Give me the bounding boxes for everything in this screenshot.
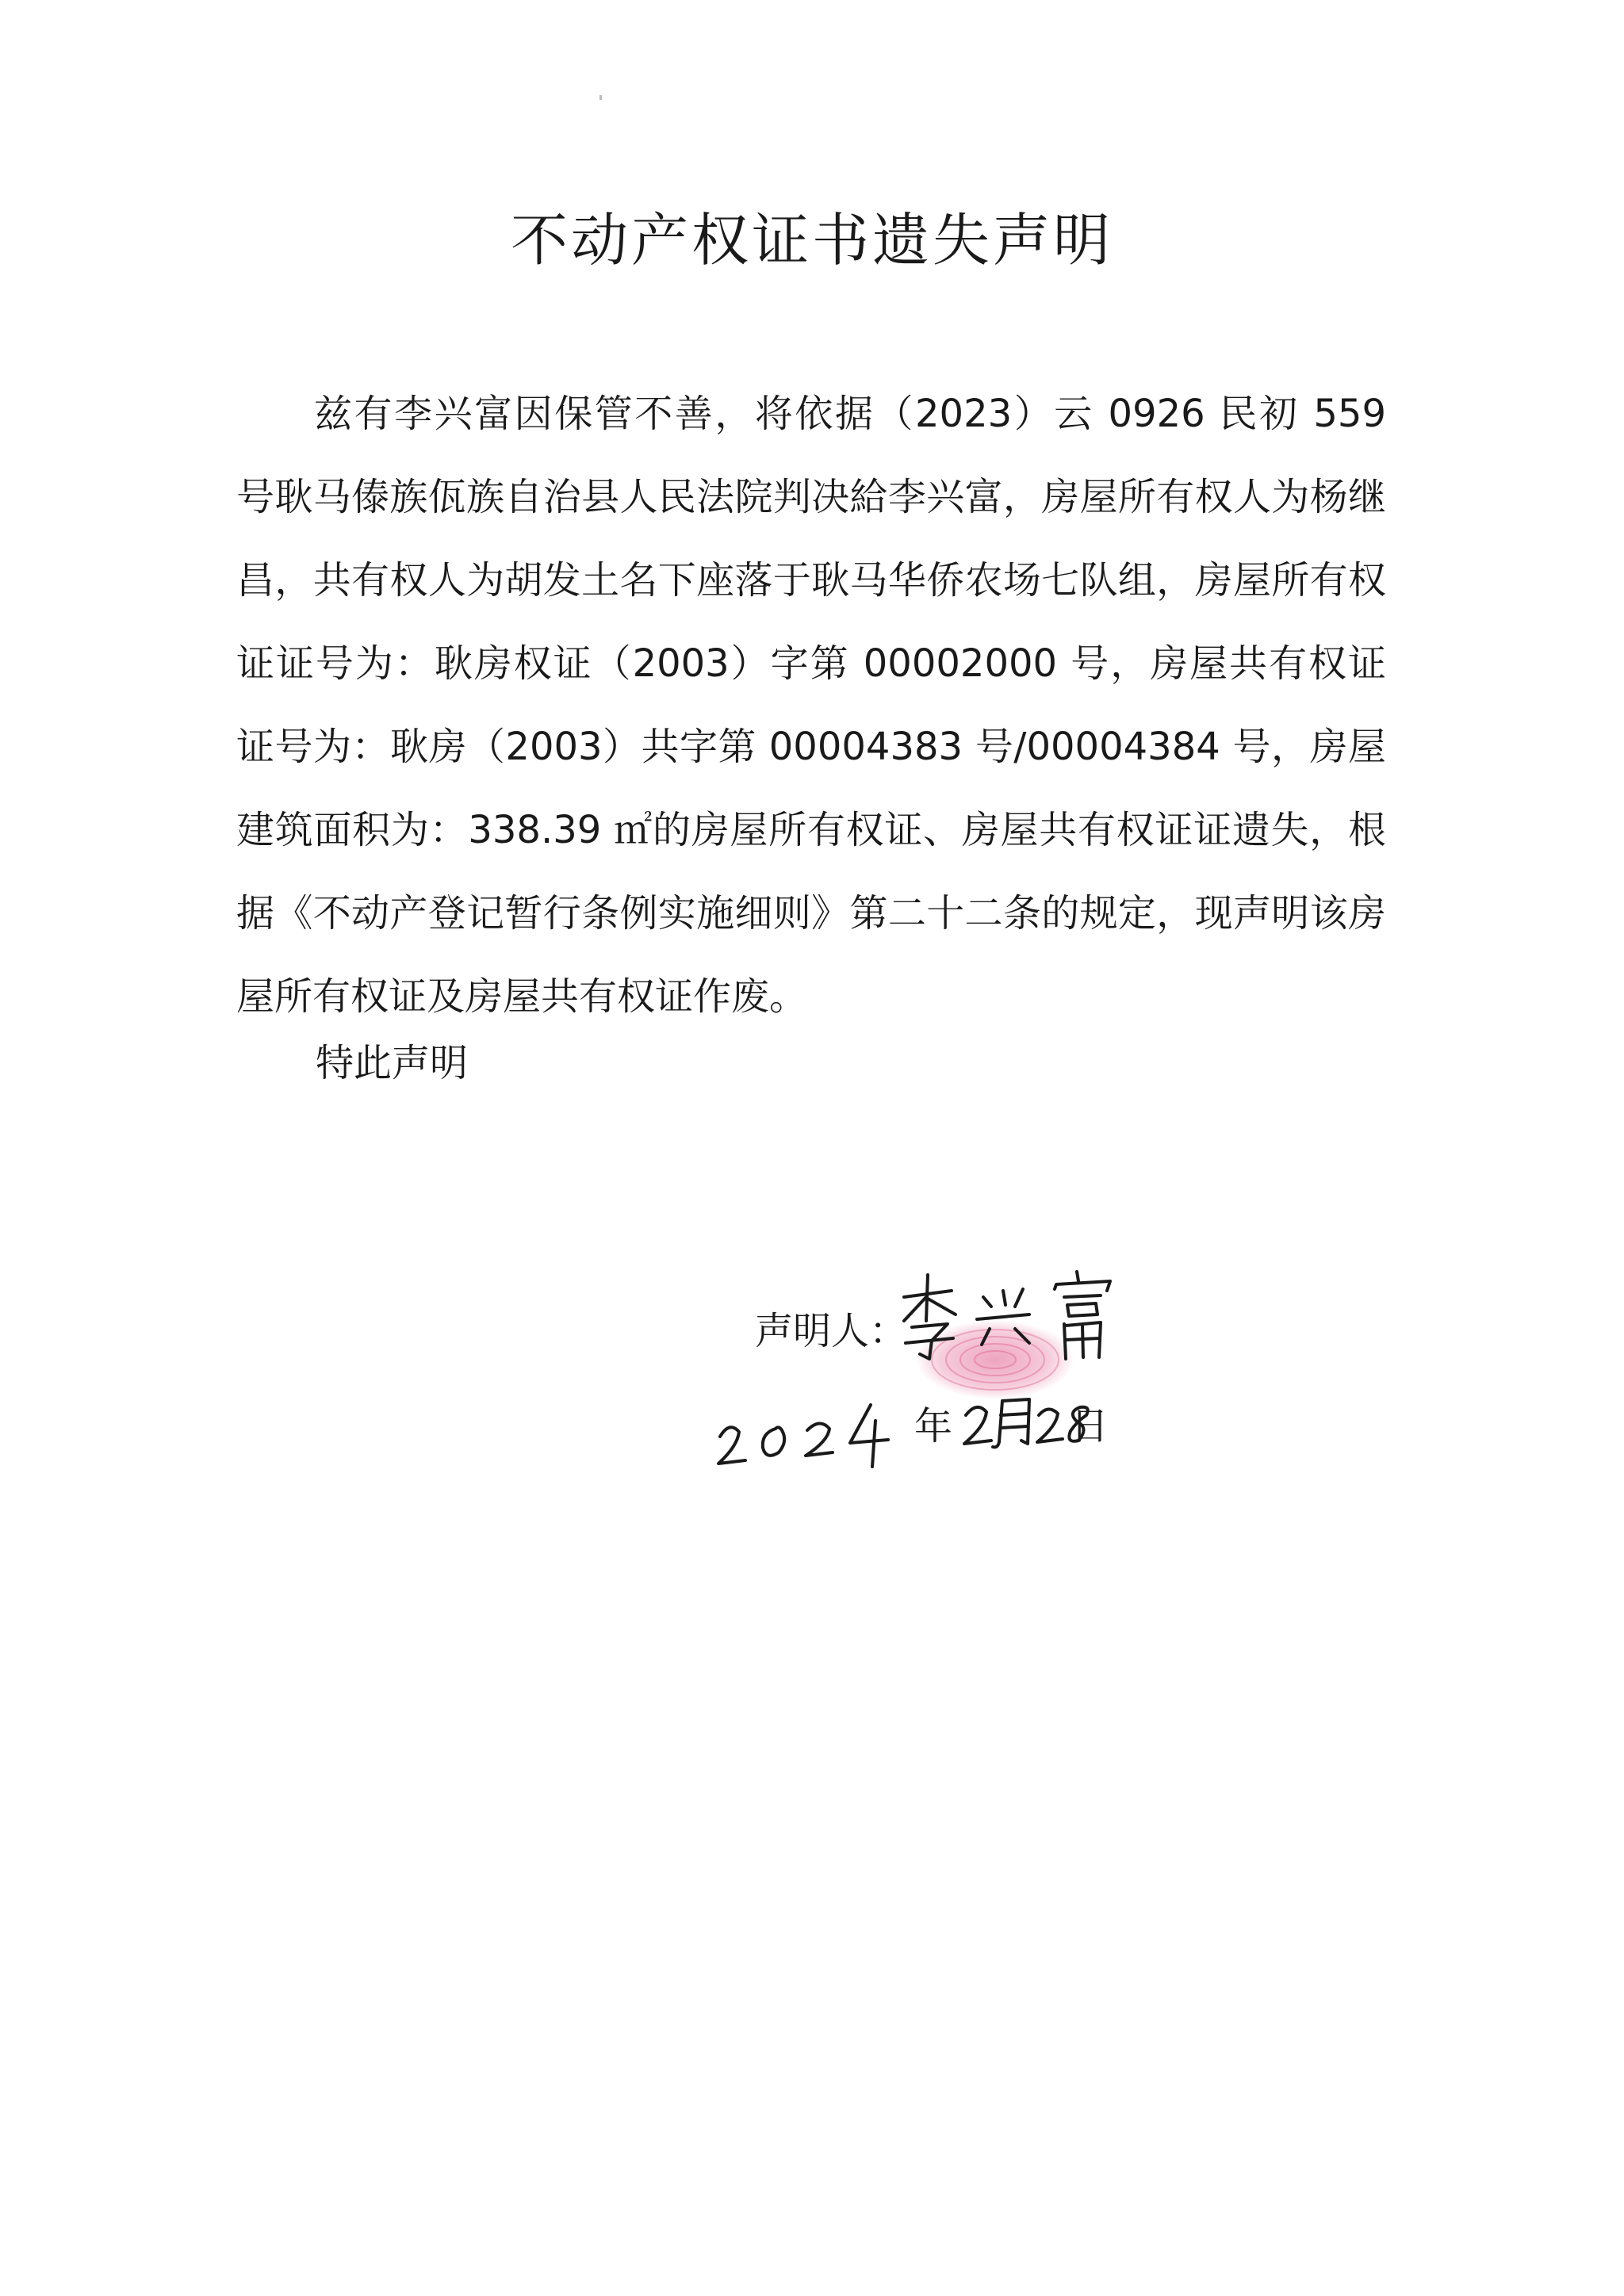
date-day-unit: 日 <box>1071 1404 1109 1448</box>
scan-speck <box>599 95 602 100</box>
date-year-unit: 年 <box>914 1404 953 1448</box>
signer-label: 声明人： <box>755 1309 908 1353</box>
handwritten-year <box>714 1397 892 1468</box>
closing-statement: 特此声明 <box>316 1041 469 1085</box>
document-title: 不动产权证书遗失声明 <box>510 207 1113 274</box>
handwritten-signature <box>888 1265 1126 1368</box>
declaration-body: 兹有李兴富因保管不善，将依据（2023）云 0926 民初 559 号耿马傣族佤族自治县人民法院判决給李兴富，房屋所有权人为杨继昌，共有权人为胡发土名下座落于耿马华侨农场七队组，房屋所有权证证号为：耿房权证（2003）字第 00002000 号，房屋共有权证证号为：耿房（2003）共字第 00004383 号/00004384 号，房屋建筑面积为：338.39 ㎡的房屋所有权证、房屋共有权证证遗失，根据《不动产登记暂行条例实施细则》第二十二条的规定，现声明该房屋所有权证及房屋共有权证作废。 <box>236 392 1386 1019</box>
